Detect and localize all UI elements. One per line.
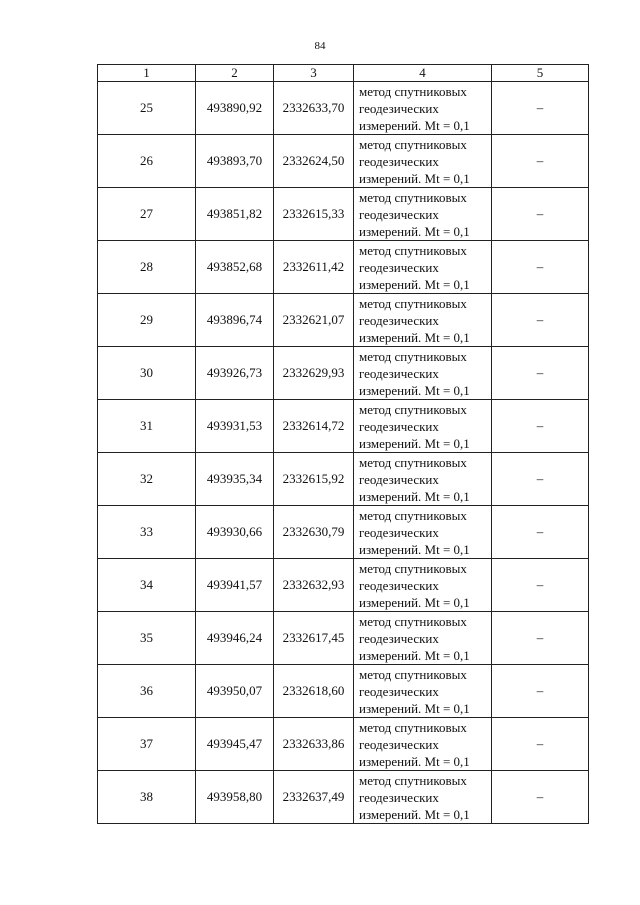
method-line: метод спутниковых [359,83,467,99]
method-line: геодезических [359,100,439,116]
point-number-cell: 26 [98,135,196,188]
method-cell [354,241,492,294]
method-line: измерений. Mt = 0,1 [359,223,470,239]
method-line: измерений. Mt = 0,1 [359,329,470,345]
page-number: 84 [314,40,326,52]
x-coordinate-cell: 493852,68 [196,241,274,294]
note-cell: – [492,506,589,559]
note-cell: – [492,294,589,347]
method-line: геодезических [359,524,439,540]
method-cell [354,135,492,188]
column-header-3: 3 [274,65,354,82]
method-line: геодезических [359,577,439,593]
y-coordinate-cell: 2332611,42 [274,241,354,294]
point-number-cell: 30 [98,347,196,400]
method-line: метод спутниковых [359,189,467,205]
x-coordinate-cell: 493890,92 [196,82,274,135]
method-cell [354,559,492,612]
method-line: метод спутниковых [359,295,467,311]
method-line: геодезических [359,418,439,434]
table-row [98,82,589,135]
header-row [98,65,589,82]
table-row [98,665,589,718]
method-line: метод спутниковых [359,613,467,629]
y-coordinate-cell: 2332633,70 [274,82,354,135]
note-cell: – [492,559,589,612]
note-cell: – [492,347,589,400]
method-line: измерений. Mt = 0,1 [359,382,470,398]
method-cell [354,665,492,718]
method-cell [354,82,492,135]
x-coordinate-cell: 493930,66 [196,506,274,559]
method-line: геодезических [359,789,439,805]
method-line: метод спутниковых [359,719,467,735]
method-line: измерений. Mt = 0,1 [359,541,470,557]
point-number-cell: 35 [98,612,196,665]
method-cell [354,188,492,241]
method-line: метод спутниковых [359,242,467,258]
method-line: измерений. Mt = 0,1 [359,700,470,716]
method-line: метод спутниковых [359,348,467,364]
method-line: измерений. Mt = 0,1 [359,806,470,822]
table-row [98,453,589,506]
table-body [98,82,589,824]
method-line: измерений. Mt = 0,1 [359,435,470,451]
x-coordinate-cell: 493945,47 [196,718,274,771]
table-row [98,135,589,188]
y-coordinate-cell: 2332621,07 [274,294,354,347]
table-row [98,771,589,824]
table-row [98,559,589,612]
y-coordinate-cell: 2332632,93 [274,559,354,612]
method-line: геодезических [359,259,439,275]
x-coordinate-cell: 493946,24 [196,612,274,665]
y-coordinate-cell: 2332618,60 [274,665,354,718]
table-row [98,241,589,294]
table-row [98,400,589,453]
method-line: измерений. Mt = 0,1 [359,753,470,769]
point-number-cell: 32 [98,453,196,506]
method-cell [354,400,492,453]
method-cell [354,294,492,347]
note-cell: – [492,665,589,718]
x-coordinate-cell: 493958,80 [196,771,274,824]
method-line: метод спутниковых [359,772,467,788]
y-coordinate-cell: 2332637,49 [274,771,354,824]
method-cell [354,453,492,506]
y-coordinate-cell: 2332615,33 [274,188,354,241]
method-line: метод спутниковых [359,401,467,417]
table-row [98,294,589,347]
x-coordinate-cell: 493941,57 [196,559,274,612]
method-line: измерений. Mt = 0,1 [359,170,470,186]
point-number-cell: 34 [98,559,196,612]
method-line: геодезических [359,683,439,699]
y-coordinate-cell: 2332617,45 [274,612,354,665]
method-line: измерений. Mt = 0,1 [359,276,470,292]
note-cell: – [492,241,589,294]
note-cell: – [492,400,589,453]
method-cell [354,718,492,771]
method-line: измерений. Mt = 0,1 [359,117,470,133]
method-line: геодезических [359,736,439,752]
method-line: метод спутниковых [359,507,467,523]
point-number-cell: 38 [98,771,196,824]
method-line: геодезических [359,206,439,222]
table-row [98,718,589,771]
point-number-cell: 33 [98,506,196,559]
note-cell: – [492,612,589,665]
method-line: метод спутниковых [359,666,467,682]
point-number-cell: 27 [98,188,196,241]
point-number-cell: 28 [98,241,196,294]
note-cell: – [492,135,589,188]
x-coordinate-cell: 493950,07 [196,665,274,718]
method-line: геодезических [359,630,439,646]
y-coordinate-cell: 2332630,79 [274,506,354,559]
coordinates-table [97,64,589,824]
method-line: метод спутниковых [359,136,467,152]
method-line: геодезических [359,471,439,487]
column-header-2: 2 [196,65,274,82]
y-coordinate-cell: 2332624,50 [274,135,354,188]
x-coordinate-cell: 493926,73 [196,347,274,400]
y-coordinate-cell: 2332629,93 [274,347,354,400]
method-line: измерений. Mt = 0,1 [359,647,470,663]
y-coordinate-cell: 2332614,72 [274,400,354,453]
method-cell [354,612,492,665]
method-line: геодезических [359,365,439,381]
note-cell: – [492,82,589,135]
method-cell [354,506,492,559]
table-row [98,347,589,400]
method-cell [354,771,492,824]
column-header-5: 5 [492,65,589,82]
table-row [98,188,589,241]
table-row [98,612,589,665]
x-coordinate-cell: 493896,74 [196,294,274,347]
method-cell [354,347,492,400]
point-number-cell: 29 [98,294,196,347]
method-line: измерений. Mt = 0,1 [359,488,470,504]
column-header-4: 4 [354,65,492,82]
x-coordinate-cell: 493931,53 [196,400,274,453]
x-coordinate-cell: 493935,34 [196,453,274,506]
y-coordinate-cell: 2332633,86 [274,718,354,771]
x-coordinate-cell: 493851,82 [196,188,274,241]
column-header-1: 1 [98,65,196,82]
note-cell: – [492,188,589,241]
point-number-cell: 37 [98,718,196,771]
table-row [98,506,589,559]
y-coordinate-cell: 2332615,92 [274,453,354,506]
x-coordinate-cell: 493893,70 [196,135,274,188]
method-line: измерений. Mt = 0,1 [359,594,470,610]
method-line: метод спутниковых [359,454,467,470]
method-line: геодезических [359,312,439,328]
method-line: метод спутниковых [359,560,467,576]
note-cell: – [492,718,589,771]
note-cell: – [492,453,589,506]
point-number-cell: 25 [98,82,196,135]
point-number-cell: 36 [98,665,196,718]
point-number-cell: 31 [98,400,196,453]
note-cell: – [492,771,589,824]
method-line: геодезических [359,153,439,169]
